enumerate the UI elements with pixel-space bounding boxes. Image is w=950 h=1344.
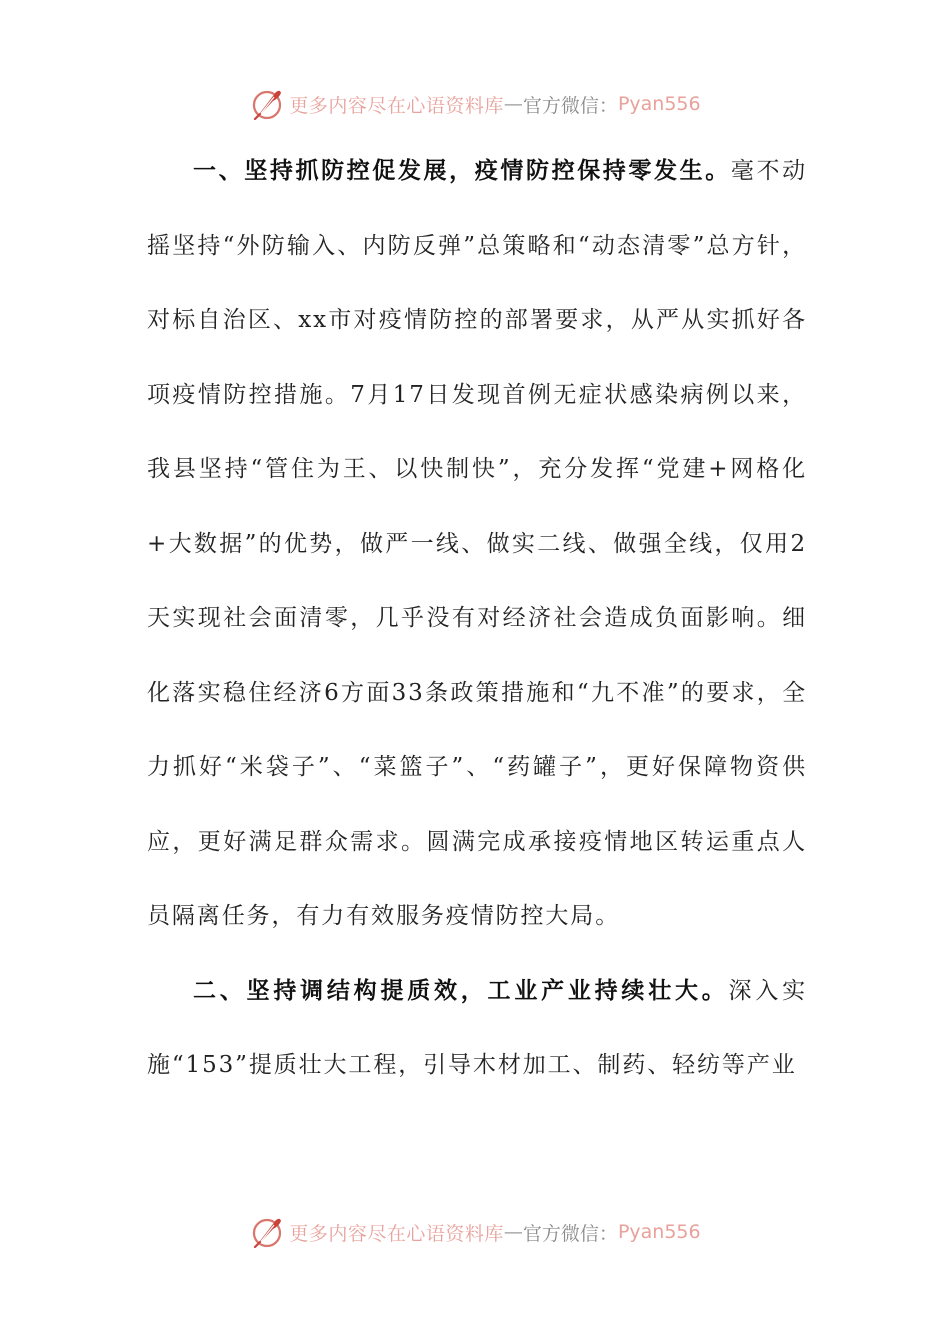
quill-pen-logo-icon [249,86,285,122]
banner-slogan: 更多内容尽在心语资料库 [289,1222,504,1245]
quill-pen-logo-icon [249,1214,285,1250]
banner-separator: — [503,93,523,115]
document-body [147,134,807,1103]
banner-wechat-id: Pyan556 [617,1221,701,1243]
banner-separator: — [503,1221,523,1243]
paragraph-2-heading: 二、坚持调结构提质效，工业产业持续壮大。 [193,976,729,1004]
banner-slogan: 更多内容尽在心语资料库 [289,94,504,117]
paragraph-1-text: 毫不动摇坚持“外防输入、内防反弹”总策略和“动态清零”总方针，对标自治区、xx市对疫情防控的部署要求，从严从实抓好各项疫情防控措施。7月17日发现首例无症状感染病例以来，我县坚持“管住为王、以快制快”，充分发挥“党建+网格化+大数据”的优势，做严一线、做实二线、做强全线，仅用2天实现社会面清零，几乎没有对经济社会造成负面影响。细化落实稳住经济6方面33条政策措施和“九不准”的要求，全力抓好“米袋子”、“菜篮子”、“药罐子”，更好保障物资供应，更好满足群众需求。圆满完成承接疫情地区转运重点人员隔离任务，有力有效服务疫情防控大局。 [147,158,808,929]
paragraph-1 [147,134,807,954]
paragraph-1-heading: 一、坚持抓防控促发展，疫情防控保持零发生。 [193,157,731,184]
banner-wechat-label: 官方微信： [522,94,618,117]
banner-wechat-label: 官方微信： [522,1222,618,1245]
header-banner [0,84,950,124]
banner-wechat-id: Pyan556 [617,93,701,115]
paragraph-2-text: 深入实施“153”提质壮大工程，引导木材加工、制药、轻纺等产业 [147,977,808,1078]
paragraph-2 [147,954,807,1103]
footer-banner [0,1212,950,1252]
